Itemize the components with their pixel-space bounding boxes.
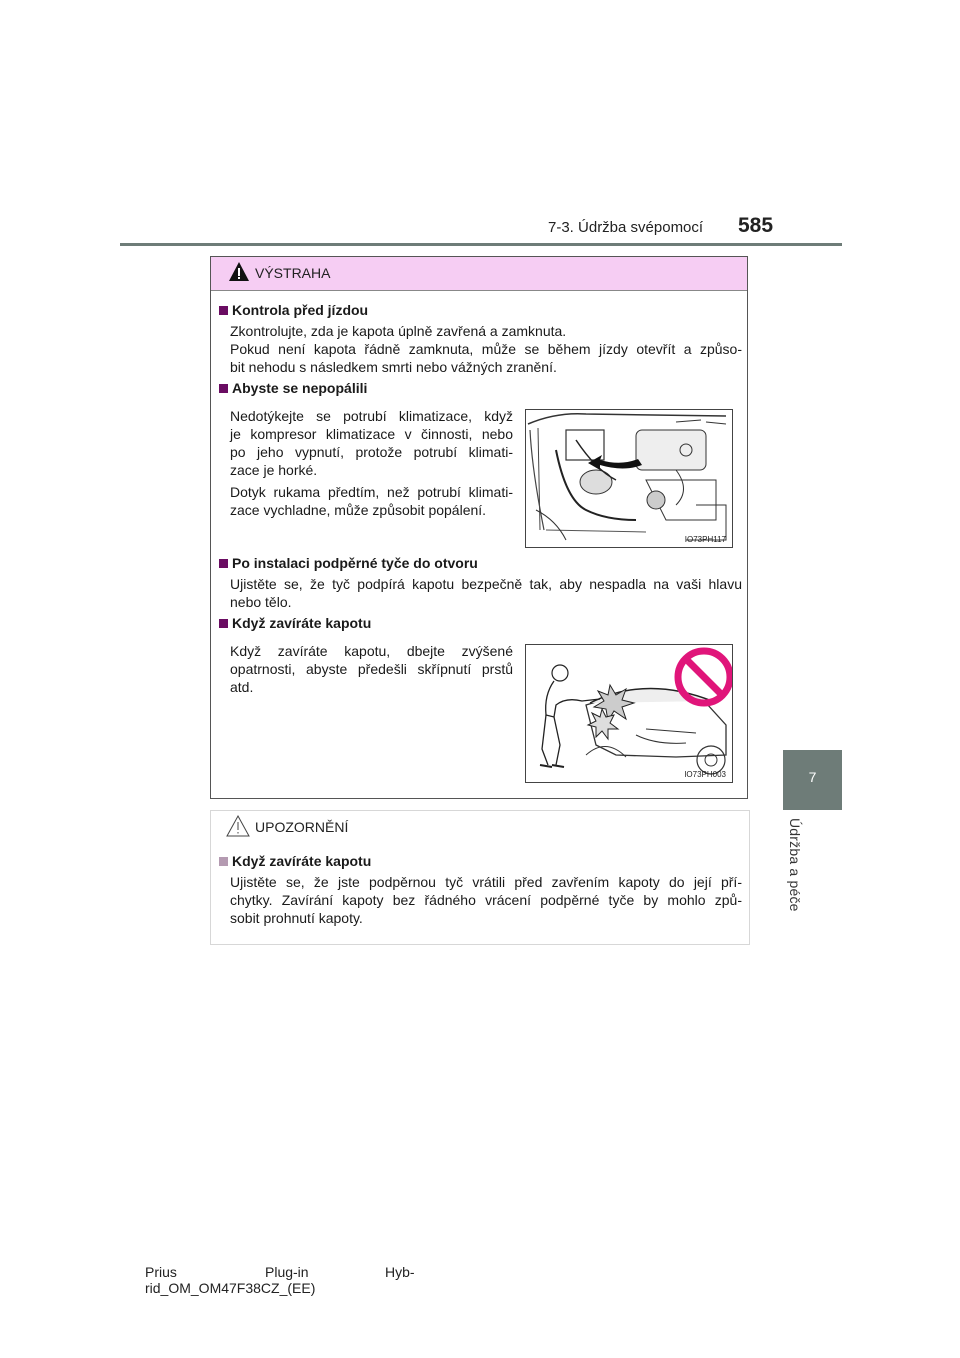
text-line: Ujistěte se, že jste podpěrnou tyč vrátili před zavřením kapoty do její pří- — [230, 874, 742, 890]
caution-heading — [219, 853, 371, 869]
footer-word: Plug-in — [265, 1264, 309, 1280]
text-line: je kompresor klimatizace v činnosti, nebo — [230, 426, 513, 442]
page-number: 585 — [738, 214, 774, 237]
chapter-number: 7 — [808, 769, 817, 785]
text-line: nebo tělo. — [230, 594, 292, 610]
warning-heading-2 — [219, 380, 367, 396]
text-line: chytky. Zavírání kapoty bez řádného vrácení podpěrné tyče by mohlo způ- — [230, 892, 742, 908]
text-line: Zkontrolujte, zda je kapota úplně zavřená a zamknuta. — [230, 323, 567, 339]
figure-code: IO73PH003 — [684, 770, 726, 779]
bullet-square-icon — [219, 559, 228, 568]
text-line: zace je horké. — [230, 462, 318, 478]
engine-ac-pipes-figure — [525, 409, 733, 548]
text-line: Pokud není kapota řádně zamknuta, může se během jízdy otevřít a způso- — [230, 341, 742, 357]
text-line: sobit prohnutí kapoty. — [230, 910, 363, 926]
text-line: atd. — [230, 679, 254, 695]
heading-text: Když zavíráte kapotu — [232, 853, 372, 869]
footer-line-1 — [145, 1264, 445, 1280]
warning-triangle-icon — [228, 261, 250, 283]
bullet-square-icon — [219, 619, 228, 628]
text-line: zace vychladne, může způsobit popálení. — [230, 502, 487, 518]
warning-text-2b — [230, 483, 513, 519]
footer-word: Prius — [145, 1264, 177, 1280]
footer-line-2: rid_OM_OM47F38CZ_(EE) — [145, 1280, 316, 1296]
chapter-tab — [783, 750, 842, 810]
closing-hood-illustration — [526, 645, 732, 782]
footer — [145, 1264, 445, 1296]
bullet-square-icon — [219, 857, 228, 866]
closing-hood-figure — [525, 644, 733, 783]
engine-compartment-illustration — [526, 410, 732, 547]
warning-header — [211, 257, 747, 291]
text-line: Dotyk rukama předtím, než potrubí klimati- — [230, 484, 513, 500]
heading-text: Abyste se nepopálili — [232, 380, 368, 396]
header-rule — [120, 243, 842, 246]
warning-text-3 — [230, 575, 742, 611]
text-line: bit nehodu s následkem smrti nebo vážných zranění. — [230, 359, 557, 375]
footer-word: Hyb- — [385, 1264, 415, 1280]
warning-heading-3 — [219, 555, 478, 571]
text-line: Ujistěte se, že tyč podpírá kapotu bezpečně tak, aby nespadla na vaši hlavu — [230, 576, 742, 592]
warning-heading-4 — [219, 615, 371, 631]
bullet-square-icon — [219, 384, 228, 393]
warning-text-4 — [230, 642, 513, 696]
section-title: 7-3. Údržba svépomocí — [548, 219, 704, 236]
text-line: Když zavíráte kapotu, dbejte zvýšené — [230, 643, 513, 659]
text-line: po jeho vypnutí, protože potrubí klimati- — [230, 444, 513, 460]
caution-title: UPOZORNĚNÍ — [255, 819, 349, 835]
caution-box — [210, 810, 750, 945]
chapter-title: Údržba a péče — [787, 818, 803, 912]
warning-heading-1 — [219, 302, 368, 318]
text-line: Nedotýkejte se potrubí klimatizace, když — [230, 408, 513, 424]
heading-text: Po instalaci podpěrné tyče do otvoru — [232, 555, 478, 571]
heading-text: Když zavíráte kapotu — [232, 615, 372, 631]
warning-text-1 — [230, 322, 742, 376]
figure-code: IO73PH117 — [684, 535, 726, 544]
warning-text-2 — [230, 407, 513, 479]
caution-triangle-icon — [225, 814, 251, 838]
warning-title: VÝSTRAHA — [255, 265, 331, 281]
heading-text: Kontrola před jízdou — [232, 302, 369, 318]
caution-text — [230, 873, 742, 927]
bullet-square-icon — [219, 306, 228, 315]
text-line: opatrnosti, abyste předešli skřípnutí prstů — [230, 661, 513, 677]
warning-box — [210, 256, 748, 799]
